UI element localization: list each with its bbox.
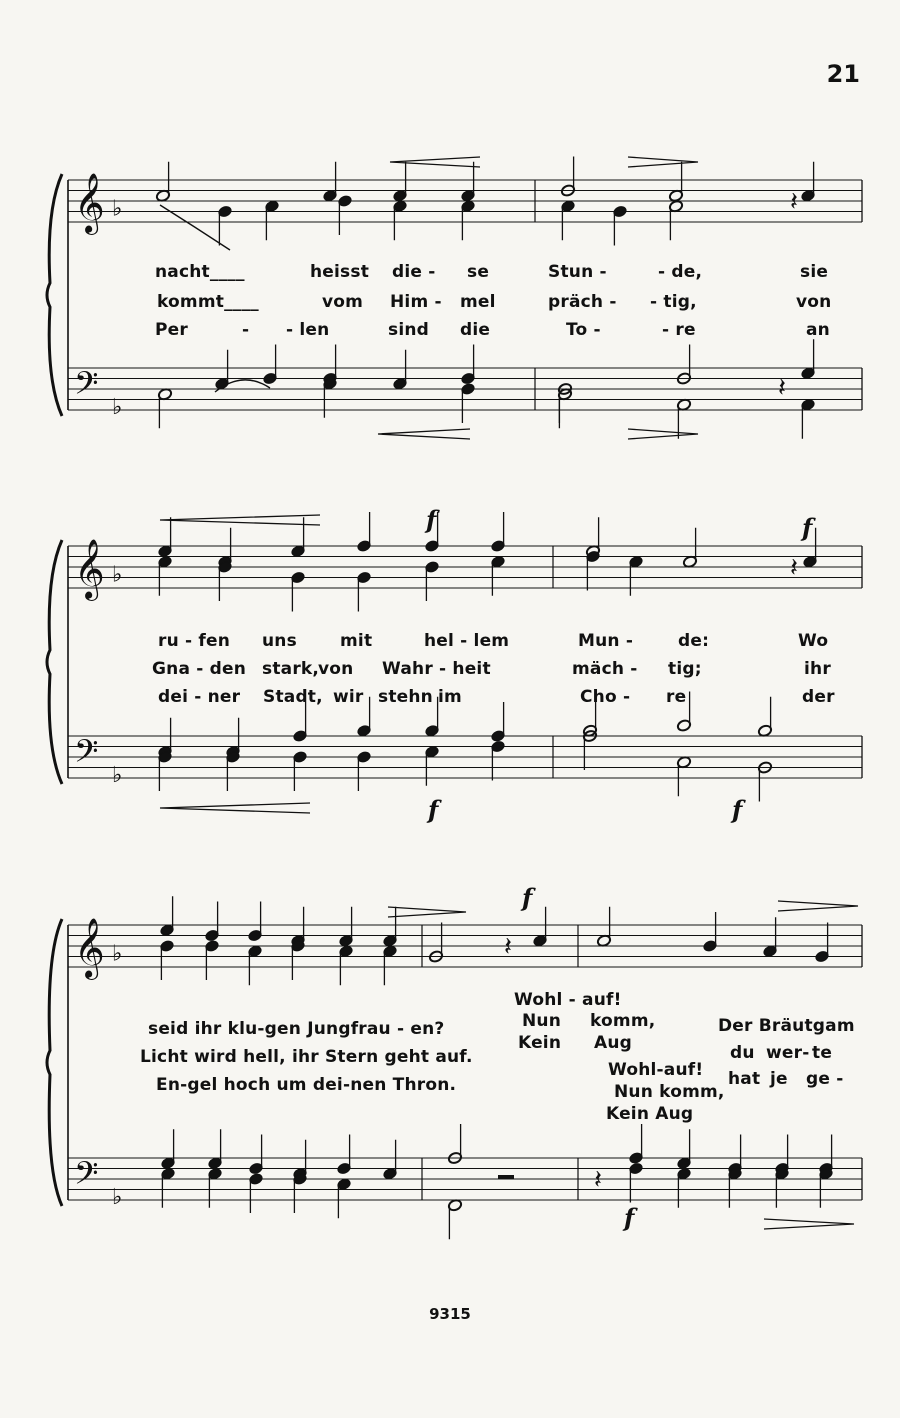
lyric: Gna - den [152, 659, 247, 679]
lyric: wir [333, 687, 364, 707]
lyric: sie [800, 262, 829, 282]
lyric: - tig, [650, 292, 697, 312]
hairpin [628, 157, 698, 167]
lyric: se [467, 262, 490, 282]
lyric: an [806, 320, 830, 340]
lyric: nacht____ [155, 262, 245, 282]
page-number: 21 [826, 60, 860, 88]
bass-clef-icon: 𝄢 [74, 733, 99, 777]
lyric-entry: Kein [518, 1033, 562, 1053]
lyric: präch - [548, 292, 617, 312]
quarter-rest-icon: 𝄽 [594, 1165, 602, 1195]
lyric: de: [678, 631, 710, 651]
treble-clef-icon: 𝄞 [74, 539, 105, 599]
dynamic-forte: f [802, 513, 813, 542]
lyric: die [460, 320, 491, 340]
dynamic-forte: f [522, 883, 533, 912]
lyric-entry: Nun komm, [614, 1082, 725, 1102]
lyric: re [666, 687, 687, 707]
lyric: die - [392, 262, 436, 282]
hairpin [378, 429, 470, 439]
lyric: im [438, 687, 462, 707]
flat-key-signature-icon: ♭ [112, 196, 123, 222]
lyric: Stadt, [263, 687, 323, 707]
lyric-entry: Wohl - auf! [514, 990, 622, 1010]
lyric: - de, [658, 262, 703, 282]
lyric: dei - ner [158, 687, 241, 707]
lyric: Stun - [548, 262, 607, 282]
lyric: Cho - [580, 687, 631, 707]
treble-clef-icon: 𝄞 [74, 918, 105, 978]
lyric: der [802, 687, 835, 707]
system-brace [47, 174, 62, 416]
lyric: von [318, 659, 354, 679]
lyric: - len [286, 320, 330, 340]
lyric: hel - lem [424, 631, 510, 651]
hairpin [160, 515, 320, 525]
hairpin [778, 901, 858, 911]
lyric: tig; [668, 659, 702, 679]
lyric: mit [340, 631, 373, 651]
lyric-entry: Kein Aug [606, 1104, 694, 1124]
lyric-entry: Aug [594, 1033, 633, 1053]
lyric: mäch - [572, 659, 638, 679]
quarter-rest-icon: 𝄽 [790, 187, 798, 217]
lyric: Him - [390, 292, 442, 312]
lyric: kommt____ [157, 292, 259, 312]
flat-key-signature-icon: ♭ [112, 941, 123, 967]
lyric: Mun - [578, 631, 634, 651]
lyric: seid ihr klu-gen Jungfrau - en? [148, 1019, 445, 1039]
lyric: En-gel hoch um dei-nen Thron. [156, 1075, 457, 1095]
lyric: - [242, 320, 250, 340]
flat-key-signature-icon: ♭ [112, 562, 123, 588]
lyric-entry: wer- [766, 1043, 810, 1063]
lyric: ru - fen [158, 631, 231, 651]
dynamic-forte: f [428, 795, 439, 824]
lyric: Licht wird hell, ihr Stern geht auf. [140, 1047, 473, 1067]
lyric-entry: Der Bräutgam [718, 1016, 855, 1036]
lyric: Per [155, 320, 188, 340]
lyric: ihr [804, 659, 831, 679]
lyric-entry: Nun [522, 1011, 562, 1031]
bass-clef-icon: 𝄢 [74, 1155, 99, 1199]
lyric: heisst [310, 262, 370, 282]
half-rest-icon [498, 1175, 514, 1179]
treble-clef-icon: 𝄞 [74, 173, 105, 233]
lyric-entry: hat [728, 1069, 761, 1089]
lyric-entry: te [812, 1043, 833, 1063]
quarter-rest-icon: 𝄽 [790, 553, 798, 583]
system-brace [47, 540, 62, 784]
bass-clef-icon: 𝄢 [74, 365, 99, 409]
lyric: - re [662, 320, 696, 340]
lyric: To - [566, 320, 601, 340]
lyric: von [796, 292, 832, 312]
lyric: Wo [798, 631, 829, 651]
hairpin [388, 907, 466, 917]
dynamic-forte: f [732, 795, 743, 824]
lyric: mel [460, 292, 496, 312]
lyric: Wahr - heit [382, 659, 491, 679]
lyric-entry: Wohl-auf! [608, 1060, 704, 1080]
quarter-rest-icon: 𝄽 [504, 932, 512, 962]
hairpin [628, 429, 698, 439]
flat-key-signature-icon: ♭ [112, 395, 123, 420]
hairpin [390, 157, 480, 167]
hairpin [764, 1219, 854, 1229]
lyric-entry: ge - [806, 1069, 844, 1089]
flat-key-signature-icon: ♭ [112, 1185, 123, 1210]
lyric: stark, [262, 659, 320, 679]
lyric: vom [322, 292, 364, 312]
hairpin [160, 803, 310, 813]
dynamic-forte: f [624, 1203, 635, 1232]
dynamic-forte: f [426, 505, 437, 534]
lyric-entry: du [730, 1043, 755, 1063]
lyric-entry: komm, [590, 1011, 656, 1031]
lyric: uns [262, 631, 297, 651]
lyric: stehn [378, 687, 433, 707]
lyric: sind [388, 320, 430, 340]
lyric-entry: je [770, 1069, 788, 1089]
quarter-rest-icon: 𝄽 [778, 372, 786, 403]
plate-number: 9315 [429, 1305, 471, 1323]
flat-key-signature-icon: ♭ [112, 763, 123, 788]
system-brace [47, 919, 62, 1206]
